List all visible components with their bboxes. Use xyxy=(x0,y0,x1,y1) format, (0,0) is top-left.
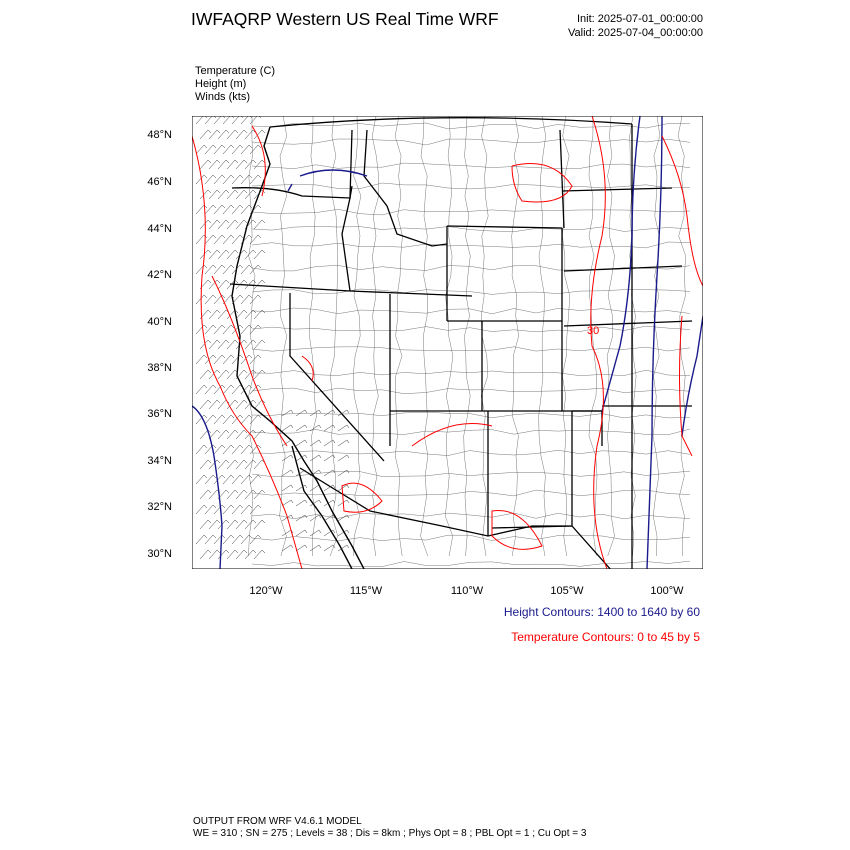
height-contours-legend: Height Contours: 1400 to 1640 by 60 xyxy=(503,605,700,619)
model-output-line: OUTPUT FROM WRF V4.6.1 MODEL xyxy=(193,816,362,827)
model-config-line: WE = 310 ; SN = 275 ; Levels = 38 ; Dis = 8km ; Phys Opt = 8 ; PBL Opt = 1 ; Cu Opt = 3 xyxy=(193,828,587,839)
lat-label: 30°N xyxy=(147,548,172,560)
lat-label: 34°N xyxy=(147,455,172,467)
lat-label: 46°N xyxy=(147,176,172,188)
lat-label: 44°N xyxy=(147,223,172,235)
lat-label: 48°N xyxy=(147,129,172,141)
weather-map xyxy=(192,116,703,569)
lon-label: 110°W xyxy=(450,585,484,597)
lat-label: 42°N xyxy=(147,269,172,281)
map-title: IWFAQRP Western US Real Time WRF xyxy=(191,9,499,29)
lon-label: 115°W xyxy=(349,585,383,597)
lat-label: 40°N xyxy=(147,316,172,328)
init-time: Init: 2025-07-01_00:00:00 xyxy=(577,13,703,25)
temperature-contours-legend: Temperature Contours: 0 to 45 by 5 xyxy=(511,630,700,644)
lat-label: 36°N xyxy=(147,408,172,420)
field-height: Height (m) xyxy=(195,78,247,90)
lat-label: 32°N xyxy=(147,501,172,513)
lat-label: 38°N xyxy=(147,362,172,374)
lon-label: 100°W xyxy=(650,585,684,597)
valid-time: Valid: 2025-07-04_00:00:00 xyxy=(568,27,703,39)
lon-label: 105°W xyxy=(550,585,584,597)
lon-label: 120°W xyxy=(249,585,283,597)
field-winds: Winds (kts) xyxy=(195,91,250,103)
temperature-contour-label: 30 xyxy=(587,325,600,337)
field-temperature: Temperature (C) xyxy=(195,65,276,77)
